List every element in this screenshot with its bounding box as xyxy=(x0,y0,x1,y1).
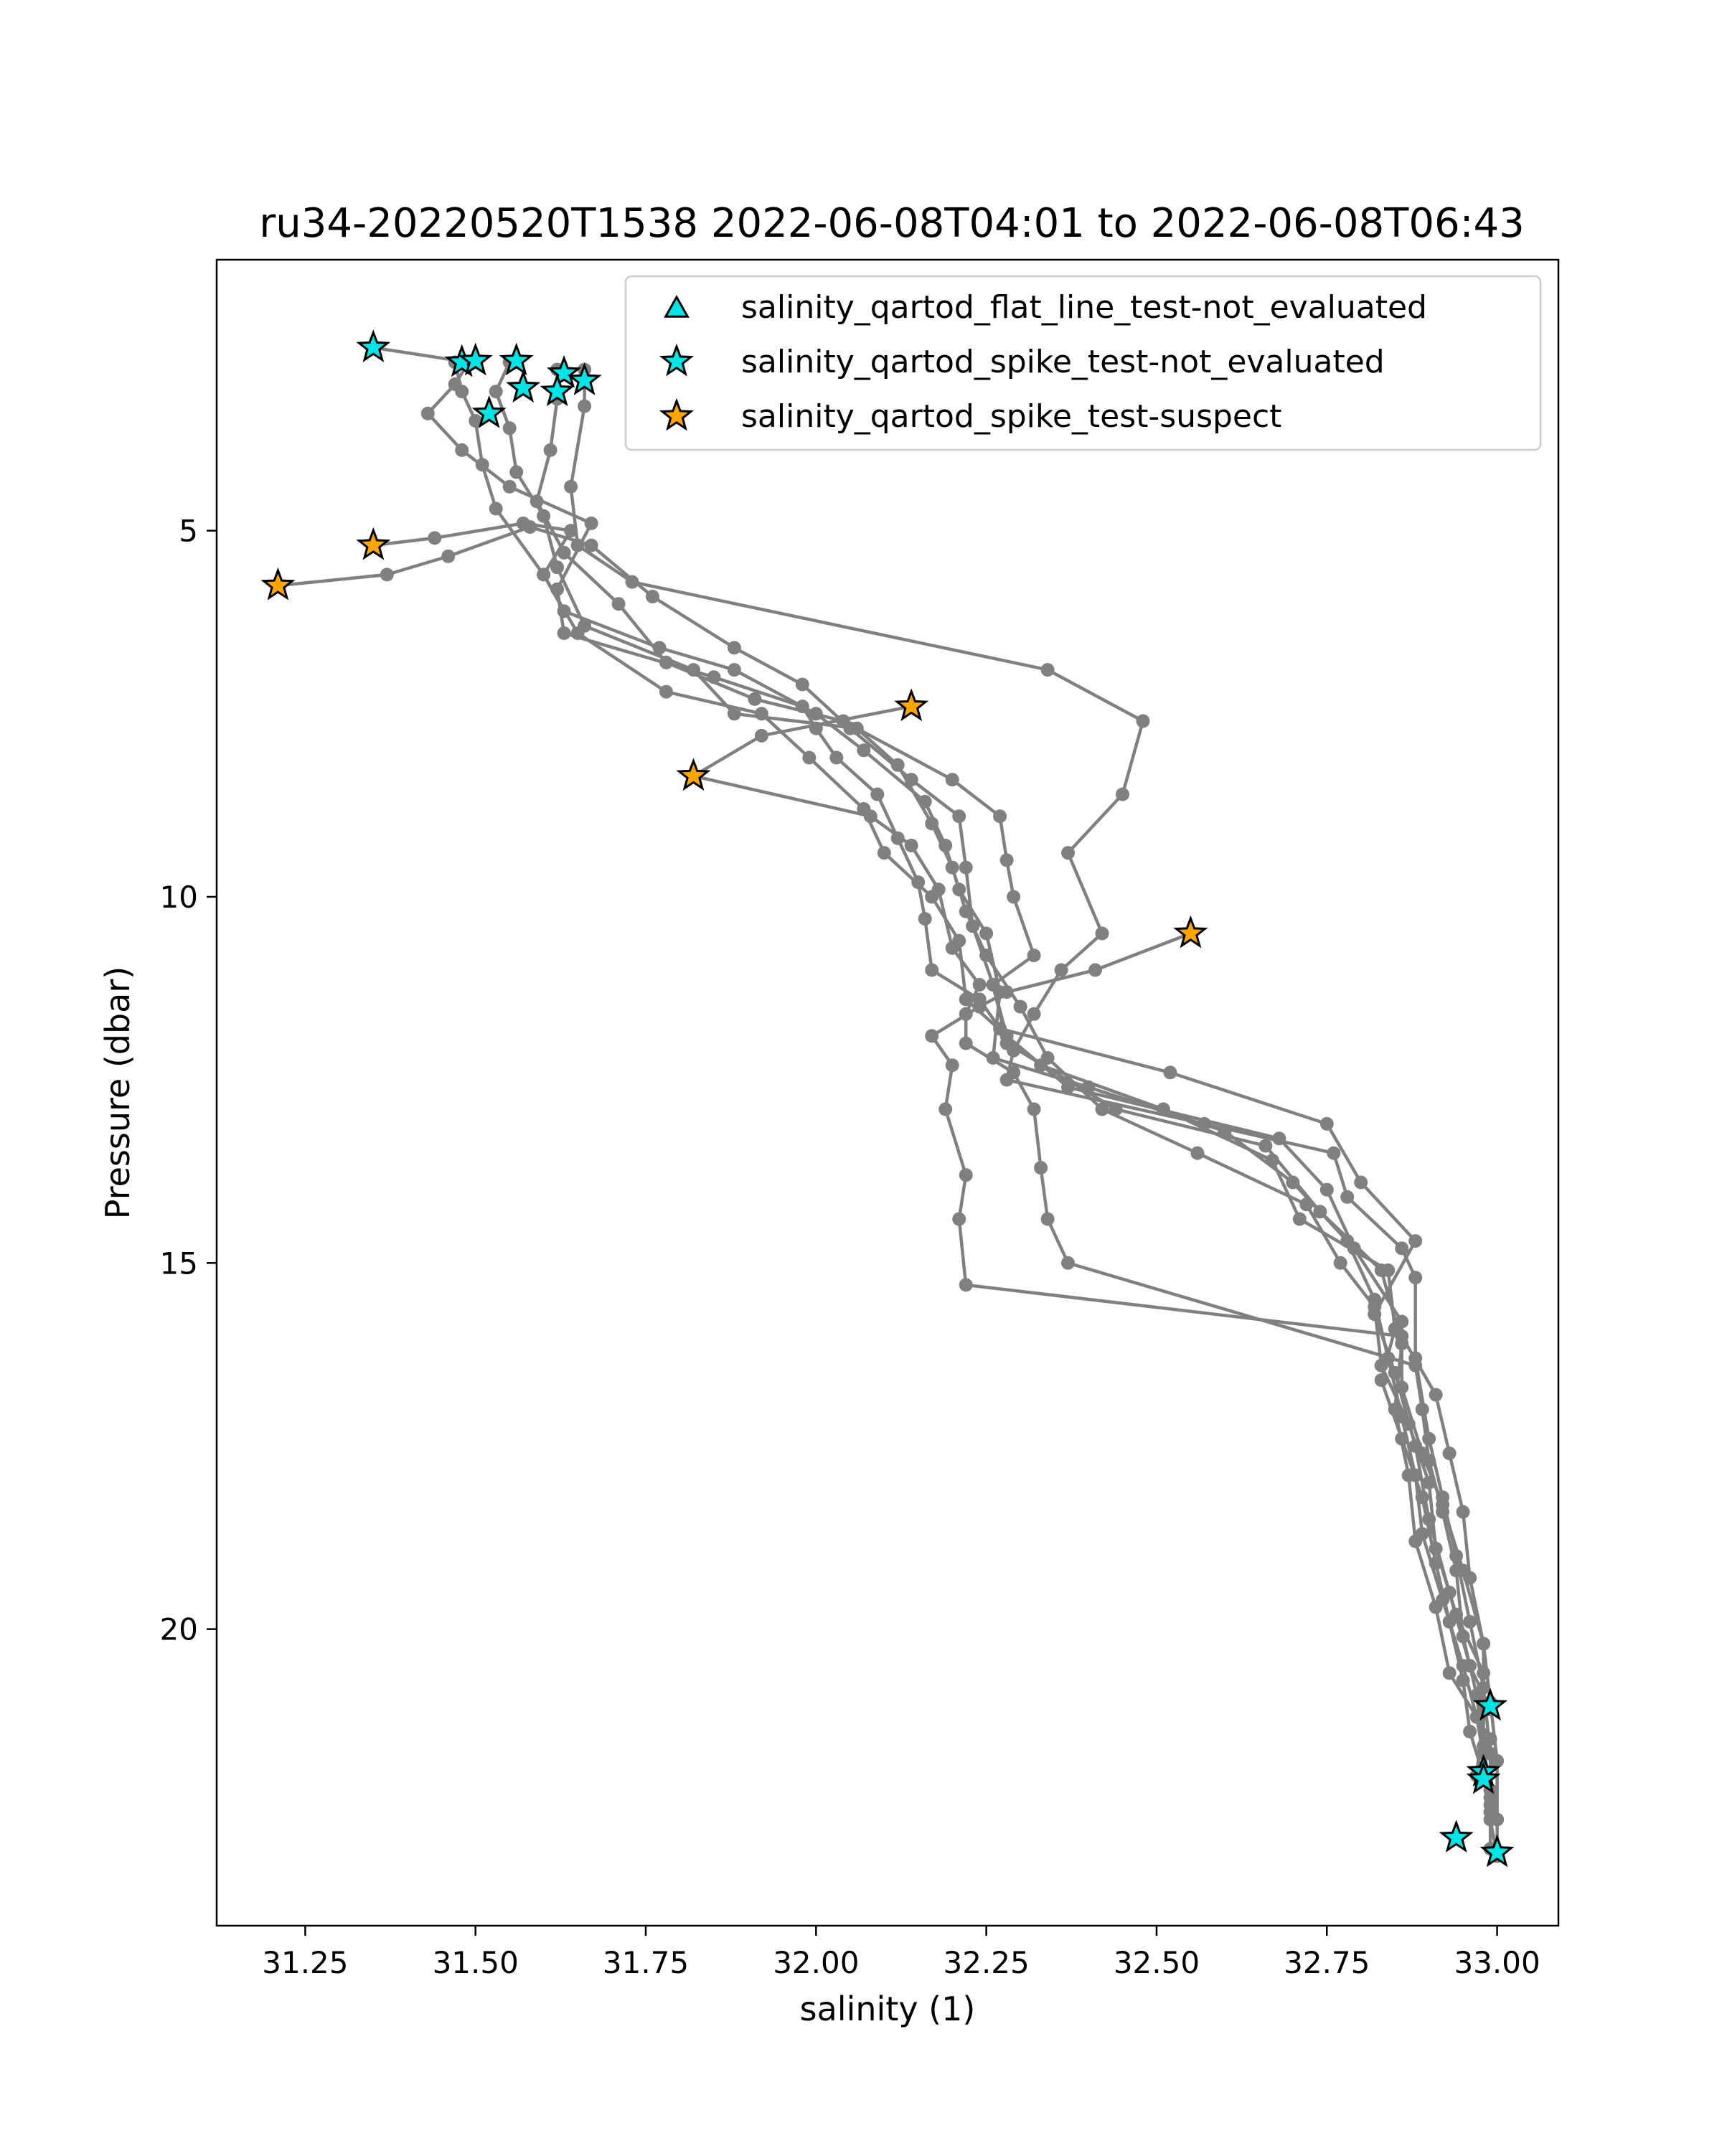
profile-point xyxy=(1096,927,1109,941)
profile-point xyxy=(646,590,659,603)
profile-point xyxy=(1190,1147,1204,1160)
profile-point xyxy=(530,494,544,508)
profile-point xyxy=(993,809,1007,823)
profile-point xyxy=(659,685,673,699)
profile-point xyxy=(1007,1065,1020,1079)
profile-point xyxy=(1436,1505,1449,1519)
profile-point xyxy=(843,722,857,735)
profile-point xyxy=(959,1037,973,1050)
profile-line xyxy=(373,348,1490,1710)
profile-point xyxy=(728,663,741,677)
profile-point xyxy=(1137,715,1150,728)
flag-marker xyxy=(1176,918,1205,946)
profile-point xyxy=(455,443,469,457)
profile-point xyxy=(1449,1564,1463,1578)
profile-point xyxy=(564,524,578,537)
flag-marker xyxy=(897,692,926,719)
profile-point xyxy=(1088,964,1102,977)
profile-point xyxy=(1408,1271,1422,1284)
flag-marker xyxy=(509,373,537,400)
profile-point xyxy=(966,919,979,933)
profile-point xyxy=(918,912,932,926)
profile-point xyxy=(979,927,993,941)
profile-point xyxy=(1463,1571,1477,1585)
profile-point xyxy=(918,795,932,809)
profile-point xyxy=(1490,1813,1504,1827)
legend xyxy=(626,276,1540,450)
profile-point xyxy=(659,656,673,669)
profile-point xyxy=(1477,1637,1490,1651)
x-tick-label: 31.50 xyxy=(432,1945,519,1980)
profile-point xyxy=(564,480,578,494)
profile-point xyxy=(1381,1263,1395,1277)
profile-point xyxy=(905,773,918,786)
y-tick-label: 10 xyxy=(159,879,198,915)
profile-point xyxy=(1463,1725,1477,1738)
profile-point xyxy=(802,751,816,765)
profile-point xyxy=(1014,1000,1027,1014)
y-tick-label: 20 xyxy=(159,1611,198,1647)
profile-point xyxy=(1061,1256,1075,1270)
profile-point xyxy=(864,809,878,823)
profile-point xyxy=(537,568,550,581)
profile-point xyxy=(476,458,489,471)
flag-marker xyxy=(264,570,293,598)
profile-point xyxy=(1027,1007,1041,1021)
profile-point xyxy=(585,539,598,552)
profile-point xyxy=(1416,1527,1429,1540)
series-salinity_qartod_spike_test-suspect xyxy=(264,530,1205,946)
legend-label: salinity_qartod_spike_test-not_evaluated xyxy=(741,344,1385,380)
profile-point xyxy=(1443,1615,1457,1629)
profile-point xyxy=(1286,1176,1299,1190)
profile-4 xyxy=(530,363,1497,1856)
profile-point xyxy=(585,517,598,530)
legend-label: salinity_qartod_flat_line_test-not_evaluated xyxy=(741,289,1427,326)
flag-marker xyxy=(1442,1823,1471,1850)
profile-7 xyxy=(271,520,1490,1782)
profile-point xyxy=(1027,948,1041,962)
series-salinity_qartod_spike_test-not_evaluated xyxy=(359,333,1511,1865)
profile-point xyxy=(1422,1454,1436,1467)
x-axis xyxy=(262,1926,1540,1980)
profile-point xyxy=(1429,1556,1443,1570)
profile-point xyxy=(1395,1432,1408,1446)
profile-point xyxy=(1443,1666,1457,1680)
profile-point xyxy=(1027,1103,1041,1116)
y-tick-label: 15 xyxy=(159,1246,198,1281)
profile-point xyxy=(870,788,884,801)
profile-point xyxy=(938,1103,952,1116)
profile-point xyxy=(1470,1688,1484,1702)
profile-point xyxy=(932,882,946,896)
profile-point xyxy=(653,641,667,654)
profile-point xyxy=(946,773,959,786)
profile-point xyxy=(489,385,503,398)
profile-point xyxy=(755,729,768,743)
profile-line xyxy=(694,707,1491,1805)
profile-point xyxy=(1055,964,1068,977)
profile-point xyxy=(428,531,441,545)
flag-marker xyxy=(359,333,387,360)
profile-point xyxy=(544,443,557,457)
x-tick-label: 33.00 xyxy=(1454,1945,1540,1980)
profile-2 xyxy=(448,355,1490,1782)
profile-point xyxy=(557,604,571,618)
x-tick-label: 32.75 xyxy=(1284,1945,1370,1980)
profile-point xyxy=(455,385,469,398)
profile-point xyxy=(1416,1490,1429,1504)
profile-point xyxy=(938,839,952,852)
profile-point xyxy=(1484,1798,1497,1812)
profile-point xyxy=(1320,1117,1334,1131)
profile-point xyxy=(959,1278,973,1291)
profile-point xyxy=(905,839,918,852)
profile-point xyxy=(1334,1256,1347,1270)
profile-point xyxy=(441,550,455,563)
profile-point xyxy=(946,1058,959,1072)
profile-point xyxy=(925,1029,938,1042)
profile-point xyxy=(728,707,741,720)
profile-point xyxy=(959,1168,973,1182)
profile-point xyxy=(1157,1103,1170,1116)
profile-point xyxy=(748,692,761,706)
profile-point xyxy=(1320,1183,1334,1197)
flag-marker xyxy=(550,358,578,385)
profile-point xyxy=(1457,1629,1470,1643)
profile-point xyxy=(809,707,823,720)
profile-point xyxy=(1007,890,1020,904)
profile-point xyxy=(1000,985,1014,999)
flag-marker xyxy=(359,530,387,557)
profile-point xyxy=(1041,663,1055,677)
profile-line xyxy=(496,362,1490,1790)
x-tick-label: 32.50 xyxy=(1113,1945,1200,1980)
profile-point xyxy=(1000,1029,1014,1042)
profile-line xyxy=(373,523,1490,1797)
profile-point xyxy=(1463,1615,1477,1629)
profile-point xyxy=(509,466,523,479)
x-tick-label: 31.75 xyxy=(602,1945,690,1980)
profile-point xyxy=(1375,1373,1388,1387)
profile-point xyxy=(973,1000,987,1014)
x-axis-label: salinity (1) xyxy=(799,1990,976,2028)
profile-point xyxy=(523,520,537,534)
x-tick-label: 32.00 xyxy=(773,1945,860,1980)
profile-point xyxy=(1408,1234,1422,1248)
profile-line xyxy=(455,362,1483,1776)
profile-point xyxy=(503,421,517,435)
profile-line xyxy=(278,527,1483,1776)
profile-point xyxy=(1395,1241,1408,1255)
profile-6 xyxy=(367,517,1497,1804)
profile-1 xyxy=(367,341,1497,1716)
x-tick-label: 31.25 xyxy=(262,1945,349,1980)
profile-3 xyxy=(489,355,1497,1797)
profile-point xyxy=(829,751,843,765)
profile-point xyxy=(952,882,966,896)
flag-marker xyxy=(679,761,708,789)
profile-point xyxy=(1116,788,1129,801)
profile-point xyxy=(1061,846,1075,860)
profile-point xyxy=(1490,1754,1504,1768)
profile-point xyxy=(987,978,1000,992)
profile-point xyxy=(1340,1190,1354,1204)
profile-point xyxy=(380,568,394,581)
profile-point xyxy=(946,941,959,955)
profile-point xyxy=(728,641,741,654)
profile-point xyxy=(612,597,626,611)
x-tick-label: 32.25 xyxy=(943,1945,1030,1980)
profile-point xyxy=(1034,1058,1048,1072)
profile-point xyxy=(952,809,966,823)
profile-point xyxy=(1457,1505,1470,1519)
profile-point xyxy=(878,846,891,860)
y-axis-label: Pressure (dbar) xyxy=(98,966,137,1220)
profile-point xyxy=(952,1213,966,1226)
profile-point xyxy=(1266,1154,1279,1167)
plot-area-frame xyxy=(217,260,1558,1926)
profile-point xyxy=(1000,853,1014,867)
profile-point xyxy=(421,407,435,420)
profile-point xyxy=(1034,1161,1048,1174)
profile-point xyxy=(1258,1139,1272,1153)
profile-8 xyxy=(687,700,1497,1812)
profile-point xyxy=(503,480,517,494)
profile-point xyxy=(959,861,973,875)
legend-label: salinity_qartod_spike_test-suspect xyxy=(741,398,1282,435)
profile-point xyxy=(1429,1388,1443,1402)
profile-point xyxy=(1416,1403,1429,1416)
profile-point xyxy=(578,400,591,413)
profile-point xyxy=(1443,1446,1457,1460)
profile-point xyxy=(1327,1147,1340,1160)
profile-point xyxy=(1354,1176,1368,1190)
profile-point xyxy=(1293,1213,1307,1226)
profile-point xyxy=(1368,1293,1381,1307)
profile-point xyxy=(796,678,809,692)
profile-point xyxy=(973,978,987,992)
y-tick-label: 5 xyxy=(179,513,198,549)
profile-lines-layer xyxy=(271,341,1504,1863)
profile-point xyxy=(1041,1213,1055,1226)
profile-point xyxy=(925,964,938,977)
profile-point xyxy=(1457,1674,1470,1687)
profile-point xyxy=(557,626,571,640)
profile-point xyxy=(1163,1065,1177,1079)
y-axis xyxy=(160,514,217,1647)
profile-point xyxy=(489,502,503,516)
chart-title: ru34-20220520T1538 2022-06-08T04:01 to 2022-06-08T06:43 xyxy=(259,200,1525,247)
profile-point xyxy=(1395,1329,1408,1343)
